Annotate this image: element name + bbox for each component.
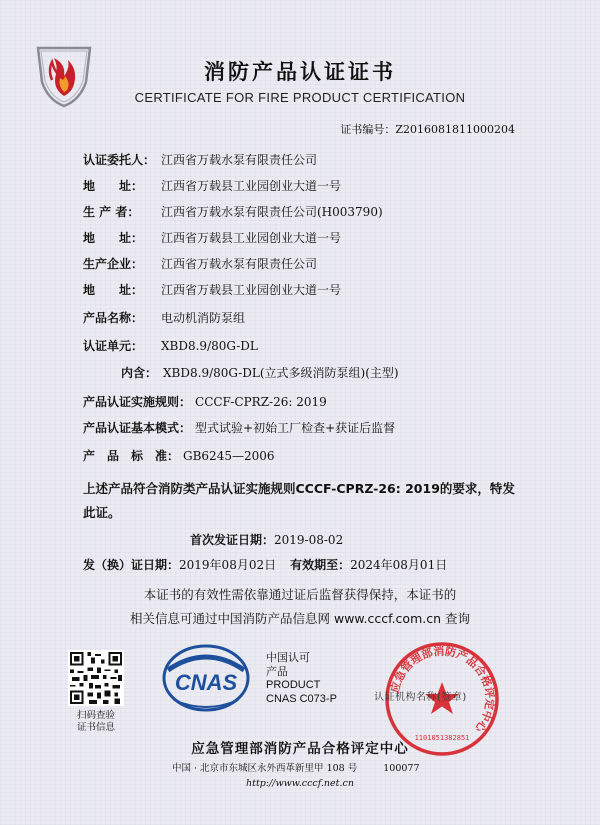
issuer-website-link[interactable]: http://www.cccf.net.cn (246, 778, 354, 789)
qr-code-caption: 扫码查验 证书信息 (76, 710, 115, 733)
field-contains: 内含： XBD8.9/80G-DL(立式多级消防泵组)(主型) (121, 366, 399, 380)
field-factory: 生产企业： 江西省万载水泵有限责任公司 (83, 257, 318, 271)
certificate-title: 消防产品认证证书 (204, 60, 396, 84)
field-manufacturer-address: 地 址： 江西省万载县工业园创业大道一号 (83, 231, 342, 245)
cnas-accreditation-logo-icon (160, 640, 252, 720)
issuing-authority: 应急管理部消防产品合格评定中心 (191, 741, 409, 757)
seal-signature-label: 认证机构名称(签章) (374, 692, 467, 703)
issue-and-validity: 发（换）证日期：2019年08月02日 有效期至：2024年08月01日 (83, 558, 448, 572)
field-applicant-address: 地 址： 江西省万载县工业园创业大道一号 (83, 179, 342, 193)
first-issue-date: 首次发证日期：2019-08-02 (190, 533, 344, 547)
certification-statement: 上述产品符合消防类产品认证实施规则CCCF-CPRZ-26: 2019的要求，特发此证。 (83, 481, 515, 520)
validity-note: 本证书的有效性需依靠通过证后监督获得保持，本证书的 相关信息可通过中国消防产品信息网 www.cccf.com.cn 查询 (130, 587, 470, 626)
field-applicant: 认证委托人： 江西省万载水泵有限责任公司 (83, 153, 318, 167)
field-factory-address: 地 址： 江西省万载县工业园创业大道一号 (83, 283, 342, 297)
field-manufacturer: 生 产 者： 江西省万载水泵有限责任公司(H003790) (83, 205, 383, 219)
field-mode: 产品认证基本模式： 型式试验+初始工厂检查+获证后监督 (83, 421, 396, 435)
cnas-accreditation-text: 中国认可 产品 PRODUCT CNAS C073-P (266, 652, 337, 705)
issuer-address: 中国 · 北京市东城区永外西革新里甲 108 号 100077 (172, 763, 420, 774)
field-standard: 产 品 标 准： GB6245—2006 (83, 449, 275, 463)
field-cert-unit: 认证单元： XBD8.9/80G-DL (83, 339, 258, 353)
seal-code: 1101051382851 (414, 734, 470, 742)
field-product-name: 产品名称： 电动机消防泵组 (83, 311, 246, 325)
certificate-title-english: CERTIFICATE FOR FIRE PRODUCT CERTIFICATION (134, 90, 466, 105)
field-rules: 产品认证实施规则： CCCF-CPRZ-26: 2019 (83, 395, 327, 409)
seal-ring-text: 应急管理部消防产品合格评定中心 (388, 644, 497, 735)
qr-code-icon[interactable] (68, 650, 124, 706)
certificate-number: 证书编号：Z2016081811000204 (340, 123, 515, 136)
cnas-logo-text: CNAS (174, 670, 238, 695)
